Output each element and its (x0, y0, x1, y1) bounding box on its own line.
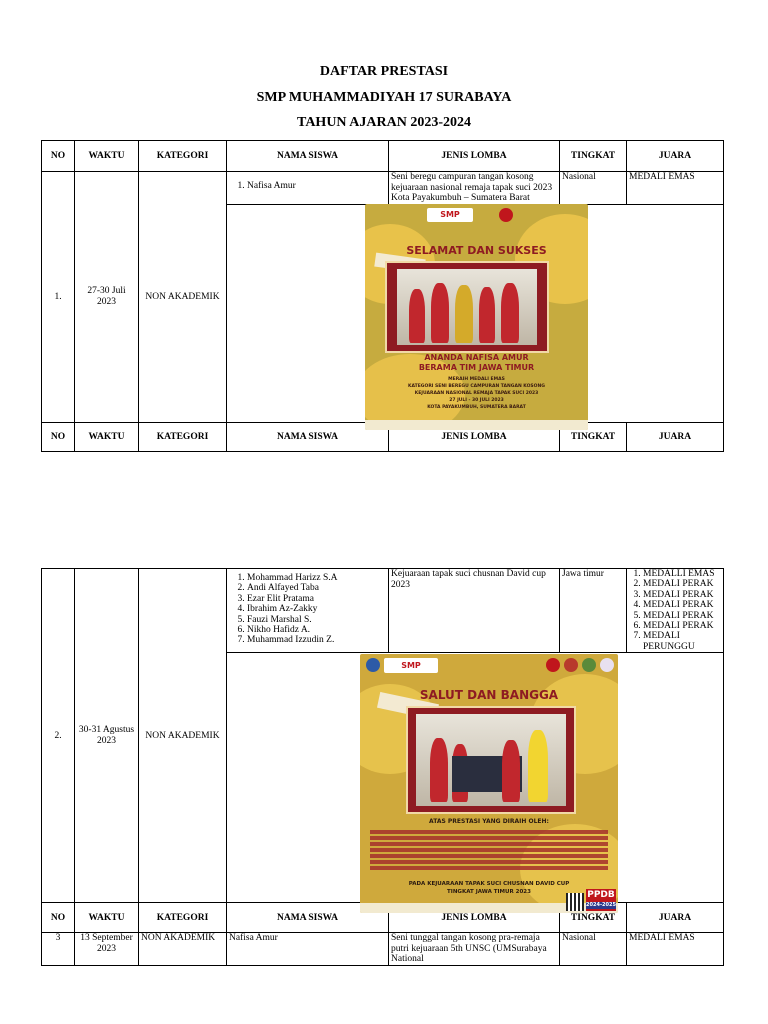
col-waktu: WAKTU (75, 422, 139, 451)
col-kategori: KATEGORI (139, 903, 227, 933)
academic-year: TAHUN AJARAN 2023-2024 (297, 115, 471, 130)
row-waktu: 30-31 Agustus 2023 (75, 569, 139, 903)
col-nama-siswa: NAMA SISWA (227, 141, 389, 172)
student-name: 6. Nikho Hafidz A. (247, 625, 386, 635)
col-kategori: KATEGORI (139, 422, 227, 451)
col-tingkat: TINGKAT (560, 422, 627, 451)
medal-item: 1. MEDALLI EMAS (643, 569, 721, 579)
row-nama-siswa (227, 569, 389, 653)
achievement-poster-2 (360, 654, 618, 913)
medal-item: 3. MEDALI PERAK (643, 590, 721, 600)
medal-item: 2. MEDALI PERAK (643, 579, 721, 589)
row-no: 3 (42, 933, 75, 966)
row-nama-siswa (227, 172, 389, 205)
col-juara: JUARA (627, 422, 724, 451)
poster-details: MERAIH MEDALI EMAS KATEGORI SENI BEREGU CAMPURAN TANGAN KOSONG KEJUARAAN NASIONAL REMAJA TAPAK SUCI 2023 27 JULI - 30 JULI 2023 KOTA PAYAKUMBUH, SUMATERA BARAT (408, 377, 545, 410)
row-no: 2. (42, 569, 75, 903)
medal-item: 6. MEDALI PERAK (643, 621, 721, 631)
emblem-icon (600, 658, 614, 672)
school-logo: SMP (384, 658, 438, 673)
col-waktu: WAKTU (75, 903, 139, 933)
poster-headline: SELAMAT DAN SUKSES (406, 244, 547, 257)
poster-caption: ATAS PRESTASI YANG DIRAIH OLEH: (429, 818, 549, 825)
col-no: NO (42, 141, 75, 172)
emblem-icon (546, 658, 560, 672)
group-photo (397, 269, 537, 345)
student-name: 1. Nafisa Amur (247, 181, 386, 191)
row-kategori: NON AKADEMIK (139, 933, 227, 966)
medal-item: 5. MEDALI PERAK (643, 611, 721, 621)
poster-footer-1: PADA KEJUARAAN TAPAK SUCI CHUSNAN DAVID CUP (408, 881, 570, 887)
qr-code-icon (566, 893, 584, 911)
row-kategori: NON AKADEMIK (139, 172, 227, 423)
row-tingkat: Jawa timur (560, 569, 627, 653)
emblem-icon (366, 658, 380, 672)
achievement-poster-1 (365, 204, 588, 430)
school-name: SMP MUHAMMADIYAH 17 SURABAYA (256, 90, 512, 105)
row-juara (627, 569, 724, 653)
row-waktu: 13 September 2023 (75, 933, 139, 966)
poster-footer-2: TINGKAT JAWA TIMUR 2023 (447, 889, 531, 895)
col-waktu: WAKTU (75, 141, 139, 172)
col-juara: JUARA (627, 141, 724, 172)
table-row (42, 569, 724, 653)
row-jenis-lomba: Seni beregu campuran tangan kosong kejuaraan nasional remaja tapak suci 2023 Kota Payakumbuh – Sumatera Barat (389, 172, 560, 205)
ppdb-badge: PPDB 2024-2025 (586, 889, 616, 911)
row-jenis-lomba: Kejuaraan tapak suci chusnan David cup 2023 (389, 569, 560, 653)
col-no: NO (42, 903, 75, 933)
emblem-icon (499, 208, 513, 222)
col-nama-siswa: NAMA SISWA (227, 422, 389, 451)
poster-winner-list (370, 828, 608, 876)
student-name: 4. Ibrahim Az-Zakky (247, 604, 386, 614)
col-tingkat: TINGKAT (560, 903, 627, 933)
row-juara: MEDALI EMAS (627, 933, 724, 966)
col-tingkat: TINGKAT (560, 141, 627, 172)
group-photo (416, 714, 566, 806)
col-jenis-lomba: JENIS LOMBA (389, 903, 560, 933)
row-tingkat: Nasional (560, 172, 627, 205)
row-tingkat: Nasional (560, 933, 627, 966)
emblem-icon (564, 658, 578, 672)
poster-sub: BERAMA TIM JAWA TIMUR (418, 363, 535, 372)
student-name: 7. Muhammad Izzudin Z. (247, 635, 386, 645)
school-logo: SMP (427, 208, 473, 222)
doc-title: DAFTAR PRESTASI (319, 64, 449, 79)
table-row (42, 172, 724, 205)
row-juara: MEDALI EMAS (627, 172, 724, 205)
col-jenis-lomba: JENIS LOMBA (389, 422, 560, 451)
row-kategori: NON AKADEMIK (139, 569, 227, 903)
table-header-row (42, 141, 724, 172)
student-name: 1. Mohammad Harizz S.A (247, 573, 386, 583)
row-waktu: 27-30 Juli 2023 (75, 172, 139, 423)
col-juara: JUARA (627, 903, 724, 933)
photo-frame (406, 706, 576, 814)
col-no: NO (42, 422, 75, 451)
emblem-icon (582, 658, 596, 672)
student-name: 3. Ezar Elit Pratama (247, 594, 386, 604)
poster-name: ANANDA NAFISA AMUR (424, 353, 529, 362)
poster-contact-bar (365, 420, 588, 430)
photo-frame (385, 261, 549, 353)
medal-item: 4. MEDALI PERAK (643, 600, 721, 610)
row-nama-siswa: Nafisa Amur (227, 933, 389, 966)
row-no: 1. (42, 172, 75, 423)
poster-headline: SALUT DAN BANGGA (419, 688, 559, 702)
student-name: 5. Fauzi Marshal S. (247, 615, 386, 625)
table-row (42, 933, 724, 966)
col-nama-siswa: NAMA SISWA (227, 903, 389, 933)
row-jenis-lomba: Seni tunggal tangan kosong pra-remaja putri kejuaraan 5th UNSC (UMSurabaya National (389, 933, 560, 966)
col-kategori: KATEGORI (139, 141, 227, 172)
student-name: 2. Andi Alfayed Taba (247, 583, 386, 593)
col-jenis-lomba: JENIS LOMBA (389, 141, 560, 172)
medal-item: 7. MEDALI PERUNGGU (643, 631, 721, 652)
